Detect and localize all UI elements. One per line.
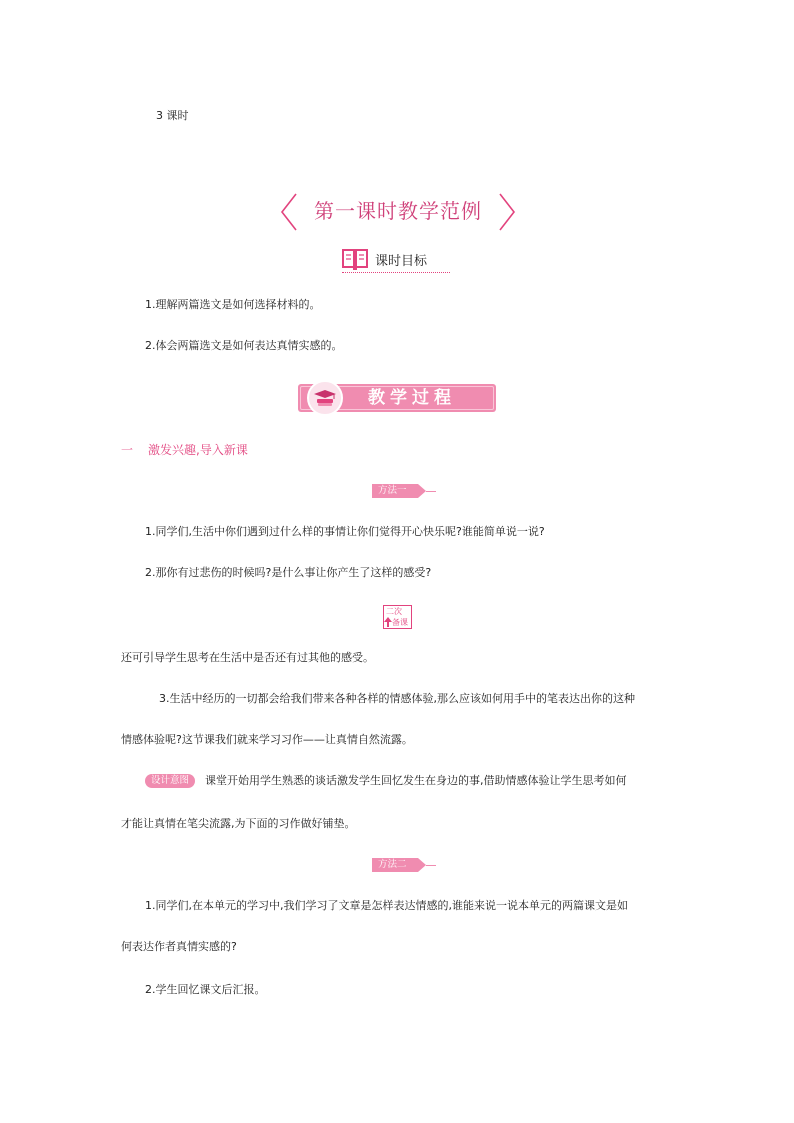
pencil-arrow-icon: [384, 617, 392, 627]
step-one-number: 一: [121, 443, 134, 457]
goal-item-2: 2.体会两篇选文是如何表达真情实感的。: [145, 339, 343, 352]
graduation-cap-icon: [309, 382, 341, 414]
method-two-question-1-line-1: 1.同学们,在本单元的学习中,我们学习了文章是怎样表达情感的,谁能来说一说本单元的两篇课文是如: [145, 899, 628, 912]
lesson-title-block: [278, 192, 518, 232]
method-two-question-1-line-2: 何表达作者真情实感的?: [121, 940, 237, 953]
paragraph-3-line-1: 3.生活中经历的一切都会给我们带来各种各样的情感体验,那么应该如何用手中的笔表达出你的这种: [159, 692, 635, 705]
tag-tail-line: [426, 491, 436, 492]
banner-icon-circle: [307, 380, 343, 416]
book-icon: [342, 248, 368, 270]
design-intent-line-1: 课堂开始用学生熟悉的谈话激发学生回忆发生在身边的事,借助情感体验让学生思考如何: [205, 774, 627, 787]
revision-note-icon: [383, 605, 412, 629]
method-two-question-2: 2.学生回忆课文后汇报。: [145, 983, 266, 996]
process-banner-label: 教学过程: [368, 388, 456, 408]
paragraph-3-line-2: 情感体验呢?这节课我们就来学习习作——让真情自然流露。: [121, 733, 413, 746]
revision-icon-line-2: 备课: [392, 618, 408, 627]
method-two-tag: [372, 858, 418, 872]
method-one-question-1: 1.同学们,生活中你们遇到过什么样的事情让你们觉得开心快乐呢?谁能简单说一说?: [145, 525, 545, 538]
step-one-title: 激发兴趣,导入新课: [148, 443, 248, 457]
goal-item-1: 1.理解两篇选文是如何选择材料的。: [145, 298, 321, 311]
revision-icon-line-1: 二次: [386, 607, 402, 616]
tag-tail-line: [426, 865, 436, 866]
goals-header: [342, 248, 452, 274]
method-one-question-2: 2.那你有过悲伤的时候吗?是什么事让你产生了这样的感受?: [145, 566, 432, 579]
method-one-tag: [372, 484, 418, 498]
lesson-count: 3 课时: [156, 109, 189, 122]
method-two-tag-label: 方法二: [378, 859, 407, 870]
design-intent-badge: 设计意图: [145, 774, 195, 788]
revision-note-text: 还可引导学生思考在生活中是否还有过其他的感受。: [121, 651, 374, 664]
method-one-tag-label: 方法一: [378, 485, 407, 496]
goals-label: 课时目标: [375, 254, 428, 269]
goals-underline: [342, 272, 450, 273]
lesson-title: 第一课时教学范例: [314, 199, 482, 223]
design-intent-line-2: 才能让真情在笔尖流露,为下面的习作做好铺垫。: [121, 817, 356, 830]
process-banner: [298, 384, 496, 412]
